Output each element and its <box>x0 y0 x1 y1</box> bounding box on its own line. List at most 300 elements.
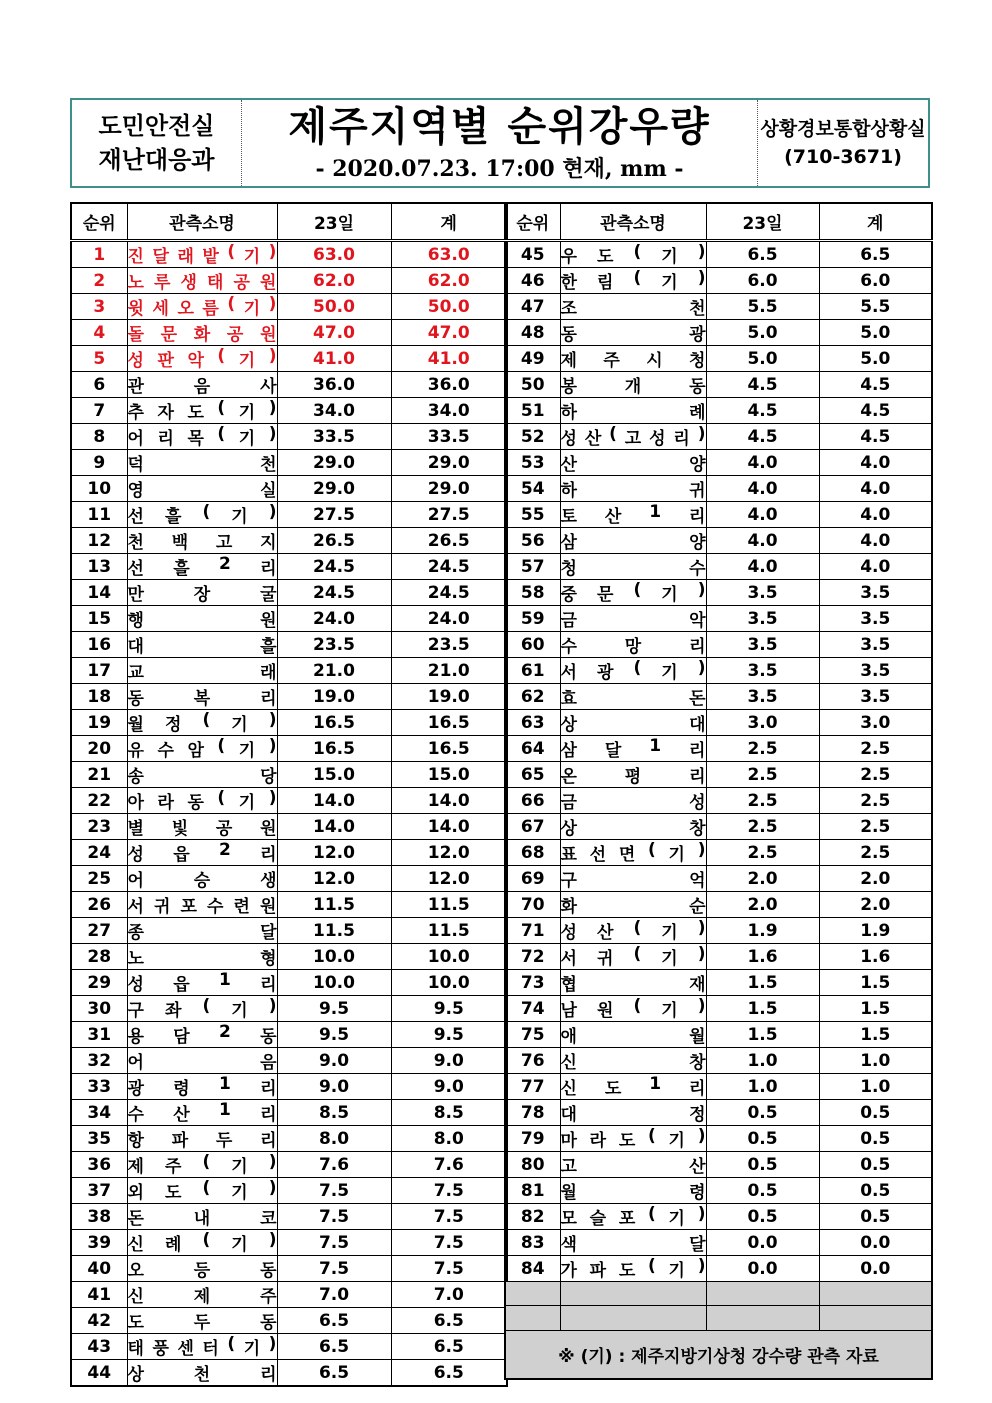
rank-cell: 77 <box>505 1074 560 1100</box>
station-name-text: 덕 천 <box>127 455 277 475</box>
total-rainfall-cell: 0.5 <box>819 1178 932 1204</box>
day-rainfall-cell: 0.5 <box>706 1152 819 1178</box>
station-name-cell <box>560 918 706 944</box>
rank-cell: 11 <box>71 502 127 528</box>
day-rainfall-cell: 7.5 <box>277 1204 391 1230</box>
empty-row <box>505 1282 932 1306</box>
total-rainfall-cell: 9.0 <box>391 1048 507 1074</box>
total-rainfall-cell: 1.0 <box>819 1074 932 1100</box>
day-rainfall-cell: 1.5 <box>706 1022 819 1048</box>
station-name-cell <box>127 294 277 320</box>
day-rainfall-cell: 2.5 <box>706 840 819 866</box>
table-row <box>71 996 507 1022</box>
total-rainfall-cell: 7.5 <box>391 1256 507 1282</box>
station-name-text: 용 담 2 동 <box>127 1022 277 1047</box>
day-rainfall-cell: 4.5 <box>706 424 819 450</box>
total-rainfall-cell: 9.0 <box>391 1074 507 1100</box>
total-rainfall-cell: 16.5 <box>391 736 507 762</box>
station-name-text: 노 형 <box>127 949 277 969</box>
contact-line1: 상황경보통합상황실 <box>760 118 926 140</box>
station-name-text: 진 달 래 밭 ( 기 ) <box>127 242 277 267</box>
table-row <box>71 762 507 788</box>
station-name-cell <box>127 1282 277 1308</box>
rank-cell: 83 <box>505 1230 560 1256</box>
station-name-text: 고 산 <box>560 1157 706 1177</box>
station-name-cell <box>560 1204 706 1230</box>
total-rainfall-cell: 2.0 <box>819 866 932 892</box>
day-rainfall-cell: 24.5 <box>277 554 391 580</box>
day-rainfall-cell: 62.0 <box>277 268 391 294</box>
table-row <box>505 632 932 658</box>
total-rainfall-cell: 12.0 <box>391 840 507 866</box>
total-rainfall-cell: 6.5 <box>819 241 932 268</box>
rank-cell: 31 <box>71 1022 127 1048</box>
day-rainfall-cell: 47.0 <box>277 320 391 346</box>
total-rainfall-cell: 1.5 <box>819 1022 932 1048</box>
table-row <box>505 476 932 502</box>
total-rainfall-cell: 29.0 <box>391 450 507 476</box>
table-row <box>71 528 507 554</box>
station-name-cell <box>560 241 706 268</box>
total-rainfall-cell: 0.5 <box>819 1152 932 1178</box>
station-name-cell <box>560 320 706 346</box>
rank-cell: 26 <box>71 892 127 918</box>
station-name-cell <box>127 268 277 294</box>
station-name-cell <box>560 1100 706 1126</box>
rank-cell: 74 <box>505 996 560 1022</box>
total-rainfall-cell: 1.5 <box>819 970 932 996</box>
day-rainfall-cell: 1.5 <box>706 970 819 996</box>
day-rainfall-cell: 1.0 <box>706 1074 819 1100</box>
station-name-cell <box>127 788 277 814</box>
station-name-cell <box>560 1022 706 1048</box>
rank-cell: 6 <box>71 372 127 398</box>
station-name-text: 성 읍 2 리 <box>127 840 277 865</box>
station-name-cell <box>560 1074 706 1100</box>
day-rainfall-cell: 10.0 <box>277 970 391 996</box>
station-name-text: 구 억 <box>560 871 706 891</box>
station-name-text: 동 복 리 <box>127 689 277 709</box>
rank-cell: 19 <box>71 710 127 736</box>
station-name-text: 표 선 면 ( 기 ) <box>560 840 706 865</box>
table-row <box>505 346 932 372</box>
rank-cell: 21 <box>71 762 127 788</box>
total-rainfall-cell: 47.0 <box>391 320 507 346</box>
rank-cell: 78 <box>505 1100 560 1126</box>
empty-cell <box>819 1282 932 1306</box>
rank-cell: 59 <box>505 606 560 632</box>
station-name-cell <box>560 944 706 970</box>
station-name-cell <box>560 1152 706 1178</box>
empty-cell <box>819 1306 932 1330</box>
rank-cell: 12 <box>71 528 127 554</box>
station-name-cell <box>127 1074 277 1100</box>
total-rainfall-cell: 6.5 <box>391 1334 507 1360</box>
station-name-text: 신 도 1 리 <box>560 1074 706 1099</box>
station-name-cell <box>560 554 706 580</box>
table-row <box>71 1178 507 1204</box>
table-row <box>71 241 507 268</box>
station-name-text: 교 래 <box>127 663 277 683</box>
station-name-cell <box>127 1308 277 1334</box>
rank-cell: 33 <box>71 1074 127 1100</box>
rank-cell: 22 <box>71 788 127 814</box>
day-rainfall-cell: 2.0 <box>706 866 819 892</box>
rank-cell: 73 <box>505 970 560 996</box>
station-name-cell <box>127 554 277 580</box>
day-rainfall-cell: 0.0 <box>706 1230 819 1256</box>
station-name-text: 우 도 ( 기 ) <box>560 242 706 267</box>
station-name-cell <box>560 866 706 892</box>
station-name-text: 도 두 동 <box>127 1313 277 1333</box>
station-name-cell <box>127 580 277 606</box>
table-row <box>505 1048 932 1074</box>
total-rainfall-cell: 2.5 <box>819 814 932 840</box>
station-name-text: 삼 달 1 리 <box>560 736 706 761</box>
station-name-text: 행 원 <box>127 611 277 631</box>
total-rainfall-cell: 6.0 <box>819 268 932 294</box>
table-row <box>505 788 932 814</box>
station-name-cell <box>127 632 277 658</box>
station-name-text: 애 월 <box>560 1027 706 1047</box>
table-row <box>71 320 507 346</box>
day-rainfall-cell: 3.5 <box>706 580 819 606</box>
rank-cell: 65 <box>505 762 560 788</box>
day-rainfall-cell: 3.5 <box>706 658 819 684</box>
station-name-cell <box>127 892 277 918</box>
station-name-text: 유 수 암 ( 기 ) <box>127 736 277 761</box>
day-rainfall-cell: 12.0 <box>277 866 391 892</box>
rank-cell: 10 <box>71 476 127 502</box>
contact-box <box>758 100 928 186</box>
table-row <box>71 814 507 840</box>
station-name-text: 신 제 주 <box>127 1287 277 1307</box>
rank-cell: 37 <box>71 1178 127 1204</box>
day-rainfall-cell: 6.5 <box>277 1308 391 1334</box>
rank-cell: 25 <box>71 866 127 892</box>
empty-cell <box>505 1306 560 1330</box>
total-rainfall-cell: 0.5 <box>819 1126 932 1152</box>
rank-cell: 81 <box>505 1178 560 1204</box>
rank-cell: 76 <box>505 1048 560 1074</box>
rank-cell: 71 <box>505 918 560 944</box>
table-row <box>71 1230 507 1256</box>
rank-cell: 43 <box>71 1334 127 1360</box>
rank-cell: 3 <box>71 294 127 320</box>
rank-cell: 27 <box>71 918 127 944</box>
station-name-text: 선 흘 ( 기 ) <box>127 502 277 527</box>
day-rainfall-cell: 9.0 <box>277 1074 391 1100</box>
table-row <box>71 268 507 294</box>
table-row <box>505 892 932 918</box>
table-row <box>505 502 932 528</box>
station-name-text: 수 망 리 <box>560 637 706 657</box>
station-name-text: 종 달 <box>127 923 277 943</box>
table-row <box>71 580 507 606</box>
rank-cell: 17 <box>71 658 127 684</box>
day-rainfall-cell: 33.5 <box>277 424 391 450</box>
station-name-text: 봉 개 동 <box>560 377 706 397</box>
table-row <box>505 1178 932 1204</box>
rank-cell: 57 <box>505 554 560 580</box>
total-rainfall-cell: 24.5 <box>391 554 507 580</box>
station-name-text: 노 루 생 태 공 원 <box>127 273 277 293</box>
day-rainfall-cell: 16.5 <box>277 736 391 762</box>
rank-cell: 24 <box>71 840 127 866</box>
station-name-cell <box>127 736 277 762</box>
station-name-cell <box>560 606 706 632</box>
rank-cell: 51 <box>505 398 560 424</box>
table-row <box>71 970 507 996</box>
table-row <box>71 1126 507 1152</box>
table-row <box>505 1204 932 1230</box>
day-rainfall-cell: 1.5 <box>706 996 819 1022</box>
table-row <box>71 840 507 866</box>
rank-cell: 5 <box>71 346 127 372</box>
table-row <box>505 1256 932 1282</box>
station-name-cell <box>560 294 706 320</box>
station-name-text: 동 광 <box>560 325 706 345</box>
station-name-cell <box>560 1048 706 1074</box>
rank-cell: 84 <box>505 1256 560 1282</box>
day-rainfall-cell: 23.5 <box>277 632 391 658</box>
total-rainfall-cell: 4.5 <box>819 372 932 398</box>
table-row <box>71 554 507 580</box>
title-box <box>242 100 758 186</box>
rank-cell: 68 <box>505 840 560 866</box>
total-rainfall-cell: 63.0 <box>391 241 507 268</box>
station-name-cell <box>127 710 277 736</box>
day-rainfall-cell: 2.5 <box>706 736 819 762</box>
station-name-cell <box>560 346 706 372</box>
rank-cell: 41 <box>71 1282 127 1308</box>
total-rainfall-cell: 9.5 <box>391 1022 507 1048</box>
day-rainfall-cell: 14.0 <box>277 788 391 814</box>
day-rainfall-cell: 19.0 <box>277 684 391 710</box>
rank-cell: 56 <box>505 528 560 554</box>
station-name-text: 수 산 1 리 <box>127 1100 277 1125</box>
day-rainfall-cell: 2.5 <box>706 762 819 788</box>
table-row <box>505 918 932 944</box>
station-name-cell <box>127 1178 277 1204</box>
table-row <box>505 1100 932 1126</box>
station-name-cell <box>560 424 706 450</box>
total-rainfall-cell: 7.5 <box>391 1178 507 1204</box>
rank-cell: 45 <box>505 241 560 268</box>
total-rainfall-cell: 11.5 <box>391 918 507 944</box>
total-rainfall-cell: 14.0 <box>391 788 507 814</box>
station-name-text: 대 정 <box>560 1105 706 1125</box>
total-rainfall-cell: 15.0 <box>391 762 507 788</box>
total-rainfall-cell: 24.5 <box>391 580 507 606</box>
col-day-header: 23일 <box>277 203 391 241</box>
station-name-text: 오 등 동 <box>127 1261 277 1281</box>
rank-cell: 28 <box>71 944 127 970</box>
day-rainfall-cell: 1.0 <box>706 1048 819 1074</box>
rank-cell: 16 <box>71 632 127 658</box>
station-name-text: 송 당 <box>127 767 277 787</box>
station-name-text: 조 천 <box>560 299 706 319</box>
total-rainfall-cell: 10.0 <box>391 970 507 996</box>
rank-cell: 49 <box>505 346 560 372</box>
station-name-cell <box>127 840 277 866</box>
report-header <box>70 98 930 188</box>
col-total-header: 계 <box>391 203 507 241</box>
total-rainfall-cell: 62.0 <box>391 268 507 294</box>
table-row <box>71 476 507 502</box>
day-rainfall-cell: 5.5 <box>706 294 819 320</box>
station-name-text: 제 주 시 청 <box>560 351 706 371</box>
table-row <box>505 866 932 892</box>
department-box <box>72 100 242 186</box>
station-name-cell <box>127 970 277 996</box>
table-row <box>505 710 932 736</box>
station-name-cell <box>560 502 706 528</box>
station-name-cell <box>560 1230 706 1256</box>
day-rainfall-cell: 11.5 <box>277 892 391 918</box>
table-row <box>505 1126 932 1152</box>
station-name-text: 마 라 도 ( 기 ) <box>560 1126 706 1151</box>
rank-cell: 32 <box>71 1048 127 1074</box>
day-rainfall-cell: 7.6 <box>277 1152 391 1178</box>
day-rainfall-cell: 26.5 <box>277 528 391 554</box>
table-row <box>505 424 932 450</box>
table-row <box>71 918 507 944</box>
station-name-cell <box>127 1334 277 1360</box>
day-rainfall-cell: 1.6 <box>706 944 819 970</box>
station-name-text: 관 음 사 <box>127 377 277 397</box>
col-rank-header: 순위 <box>505 203 560 241</box>
station-name-text: 남 원 ( 기 ) <box>560 996 706 1021</box>
total-rainfall-cell: 3.0 <box>819 710 932 736</box>
station-name-text: 어 리 목 ( 기 ) <box>127 424 277 449</box>
rank-cell: 4 <box>71 320 127 346</box>
total-rainfall-cell: 1.5 <box>819 996 932 1022</box>
total-rainfall-cell: 4.0 <box>819 528 932 554</box>
table-row <box>505 606 932 632</box>
day-rainfall-cell: 7.5 <box>277 1230 391 1256</box>
station-name-text: 서 귀 포 수 련 원 <box>127 897 277 917</box>
total-rainfall-cell: 6.5 <box>391 1308 507 1334</box>
station-name-cell <box>127 944 277 970</box>
station-name-cell <box>560 476 706 502</box>
rank-cell: 55 <box>505 502 560 528</box>
table-row <box>505 762 932 788</box>
station-name-text: 윗 세 오 름 ( 기 ) <box>127 294 277 319</box>
table-row <box>71 424 507 450</box>
station-name-text: 성 판 악 ( 기 ) <box>127 346 277 371</box>
total-rainfall-cell: 9.5 <box>391 996 507 1022</box>
station-name-cell <box>127 996 277 1022</box>
rank-cell: 34 <box>71 1100 127 1126</box>
total-rainfall-cell: 50.0 <box>391 294 507 320</box>
table-row <box>71 1360 507 1387</box>
table-row <box>71 1152 507 1178</box>
page-subtitle: - 2020.07.23. 17:00 현재, mm - <box>315 155 684 182</box>
station-name-text: 상 대 <box>560 715 706 735</box>
table-row <box>71 944 507 970</box>
department-line2: 재난대응과 <box>98 146 215 174</box>
total-rainfall-cell: 24.0 <box>391 606 507 632</box>
total-rainfall-cell: 3.5 <box>819 684 932 710</box>
rank-cell: 36 <box>71 1152 127 1178</box>
col-station-header: 관측소명 <box>127 203 277 241</box>
station-name-cell <box>127 684 277 710</box>
rank-cell: 13 <box>71 554 127 580</box>
station-name-cell <box>560 892 706 918</box>
day-rainfall-cell: 16.5 <box>277 710 391 736</box>
station-name-cell <box>127 1360 277 1387</box>
station-name-cell <box>560 788 706 814</box>
station-name-cell <box>560 1256 706 1282</box>
day-rainfall-cell: 6.0 <box>706 268 819 294</box>
table-row <box>71 632 507 658</box>
station-name-cell <box>560 710 706 736</box>
station-name-text: 제 주 ( 기 ) <box>127 1152 277 1177</box>
rank-cell: 80 <box>505 1152 560 1178</box>
total-rainfall-cell: 2.5 <box>819 840 932 866</box>
table-row <box>71 606 507 632</box>
day-rainfall-cell: 12.0 <box>277 840 391 866</box>
total-rainfall-cell: 4.0 <box>819 450 932 476</box>
station-name-text: 광 령 1 리 <box>127 1074 277 1099</box>
total-rainfall-cell: 19.0 <box>391 684 507 710</box>
table-row <box>505 241 932 268</box>
total-rainfall-cell: 2.5 <box>819 736 932 762</box>
station-name-text: 하 례 <box>560 403 706 423</box>
station-name-text: 효 돈 <box>560 689 706 709</box>
day-rainfall-cell: 0.5 <box>706 1100 819 1126</box>
day-rainfall-cell: 6.5 <box>277 1360 391 1387</box>
table-row <box>505 1152 932 1178</box>
station-name-cell <box>127 476 277 502</box>
day-rainfall-cell: 3.5 <box>706 684 819 710</box>
station-name-cell <box>127 320 277 346</box>
total-rainfall-cell: 0.0 <box>819 1230 932 1256</box>
day-rainfall-cell: 9.0 <box>277 1048 391 1074</box>
station-name-cell <box>127 918 277 944</box>
total-rainfall-cell: 36.0 <box>391 372 507 398</box>
total-rainfall-cell: 14.0 <box>391 814 507 840</box>
rank-cell: 48 <box>505 320 560 346</box>
station-name-text: 돌 문 화 공 원 <box>127 325 277 345</box>
rank-cell: 42 <box>71 1308 127 1334</box>
station-name-text: 성 산 ( 기 ) <box>560 918 706 943</box>
total-rainfall-cell: 7.6 <box>391 1152 507 1178</box>
day-rainfall-cell: 0.5 <box>706 1204 819 1230</box>
rank-cell: 70 <box>505 892 560 918</box>
station-name-text: 영 실 <box>127 481 277 501</box>
day-rainfall-cell: 2.5 <box>706 788 819 814</box>
total-rainfall-cell: 8.5 <box>391 1100 507 1126</box>
total-rainfall-cell: 3.5 <box>819 606 932 632</box>
station-name-text: 토 산 1 리 <box>560 502 706 527</box>
total-rainfall-cell: 5.0 <box>819 346 932 372</box>
station-name-text: 색 달 <box>560 1235 706 1255</box>
table-row <box>71 346 507 372</box>
day-rainfall-cell: 8.0 <box>277 1126 391 1152</box>
station-name-text: 천 백 고 지 <box>127 533 277 553</box>
station-name-text: 산 양 <box>560 455 706 475</box>
day-rainfall-cell: 0.0 <box>706 1256 819 1282</box>
station-name-text: 신 례 ( 기 ) <box>127 1230 277 1255</box>
total-rainfall-cell: 29.0 <box>391 476 507 502</box>
table-row <box>505 554 932 580</box>
rank-cell: 63 <box>505 710 560 736</box>
col-day-header: 23일 <box>706 203 819 241</box>
station-name-text: 외 도 ( 기 ) <box>127 1178 277 1203</box>
day-rainfall-cell: 7.5 <box>277 1256 391 1282</box>
